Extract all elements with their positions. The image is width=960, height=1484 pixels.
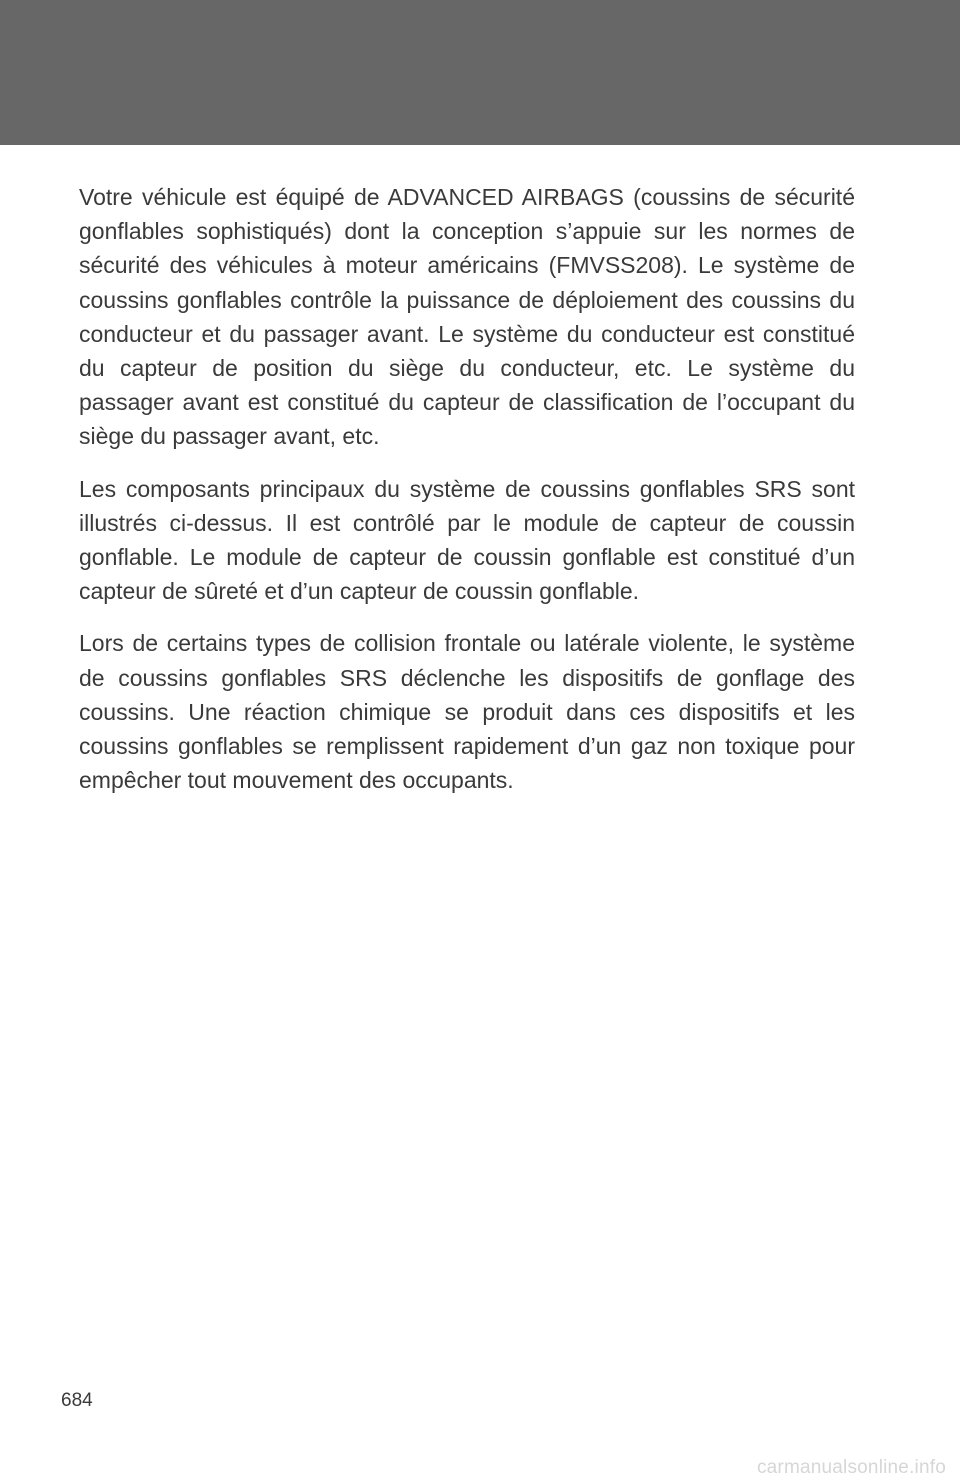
paragraph-collision-deployment: Lors de certains types de collision frontale ou latérale violente, le système de coussins gonflables SRS déclenche les dispositifs de gonflage des coussins. Une réaction chimique se produit dans ces dispositifs et les coussins gonflables se remplissent rapidement d’un gaz non toxique pour empêcher tout mouvement des occupants. [79, 630, 855, 794]
paragraph-advanced-airbags: Votre véhicule est équipé de ADVANCED AIRBAGS (coussins de sécurité gonflables sophistiqués) dont la conception s’appuie sur les normes de sécurité des véhicules à moteur américains (FMVSS208). Le système de coussins gonflables contrôle la puissance de déploiement des coussins du conducteur et du passager avant. Le système du conducteur est constitué du capteur de position du siège du conducteur, etc. Le système du passager avant est constitué du capteur de classification de l’occupant du siège du passager avant, etc. [79, 184, 855, 450]
paragraph-srs-components: Les composants principaux du système de coussins gonflables SRS sont illustrés ci-dessus. Il est contrôlé par le module de capteur de coussin gonflable. Le module de capteur de coussin gonflable est constitué d’un capteur de sûreté et d’un capteur de coussin gonflable. [79, 475, 855, 605]
watermark: carmanualsonline.info [756, 1457, 946, 1478]
header-band [0, 0, 960, 145]
body-text [79, 180, 855, 815]
page-number: 684 [61, 1390, 93, 1411]
